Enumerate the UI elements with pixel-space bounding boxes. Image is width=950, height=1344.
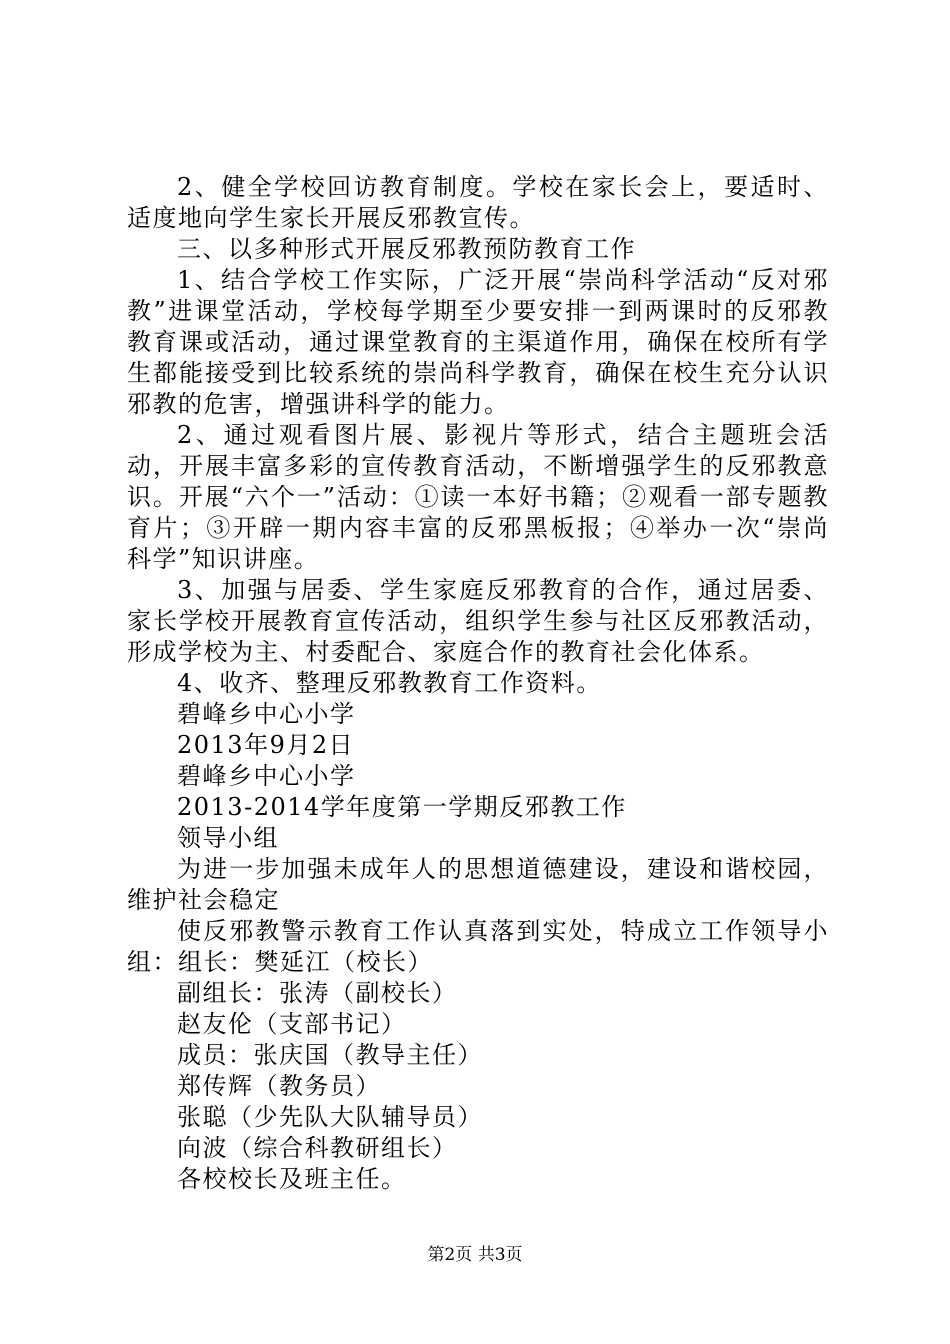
member-research-leader: 向波（综合科教研组长） [177, 1134, 458, 1162]
school-name-2: 碧峰乡中心小学 [177, 762, 356, 790]
member-academic-officer: 郑传辉（教务员） [177, 1072, 381, 1100]
page-number-footer: 第2页 共3页 [427, 1245, 523, 1265]
member-dean: 成员：张庆国（教导主任） [177, 1041, 483, 1069]
school-name: 碧峰乡中心小学 [177, 700, 356, 728]
title-line-1: 2013-2014学年度第一学期反邪教工作 [177, 793, 627, 821]
document-body [127, 172, 829, 1195]
paragraph-revisit-system: 2、健全学校回访教育制度。学校在家长会上，要适时、适度地向学生家长开展反邪教宣传。 [127, 173, 829, 232]
member-secretary: 赵友伦（支部书记） [177, 1010, 407, 1038]
section-heading-3: 三、以多种形式开展反邪教预防教育工作 [177, 235, 636, 263]
paragraph-group-leader: 使反邪教警示教育工作认真落到实处，特成立工作领导小组：组长：樊延江（校长） [127, 917, 829, 976]
document-date: 2013年9月2日 [177, 731, 355, 759]
paragraph-item-4: 4、收齐、整理反邪教教育工作资料。 [177, 669, 602, 697]
paragraph-purpose: 为进一步加强未成年人的思想道德建设，建设和谐校园，维护社会稳定 [127, 855, 829, 914]
member-principals: 各校校长及班主任。 [177, 1165, 407, 1193]
paragraph-item-1: 1、结合学校工作实际，广泛开展“崇尚科学活动“反对邪教”进课堂活动，学校每学期至少要安排一到两课时的反邪教教育课或活动，通过课堂教育的主渠道作用，确保在校所有学生都能接受到比较系统的崇尚科学教育，确保在校生充分认识邪教的危害，增强讲科学的能力。 [127, 266, 829, 418]
paragraph-item-3: 3、加强与居委、学生家庭反邪教育的合作，通过居委、家长学校开展教育宣传活动，组织学生参与社区反邪教活动，形成学校为主、村委配合、家庭合作的教育社会化体系。 [127, 576, 829, 666]
paragraph-item-2: 2、通过观看图片展、影视片等形式，结合主题班会活动，开展丰富多彩的宣传教育活动，不断增强学生的反邪教意识。开展“六个一”活动：①读一本好书籍；②观看一部专题教育片；③开辟一期内容丰富的反邪黑板报；④举办一次“崇尚科学”知识讲座。 [127, 421, 829, 573]
member-deputy-leader: 副组长：张涛（副校长） [177, 979, 458, 1007]
title-line-2: 领导小组 [177, 824, 279, 852]
member-pioneer-counselor: 张聪（少先队大队辅导员） [177, 1103, 483, 1131]
